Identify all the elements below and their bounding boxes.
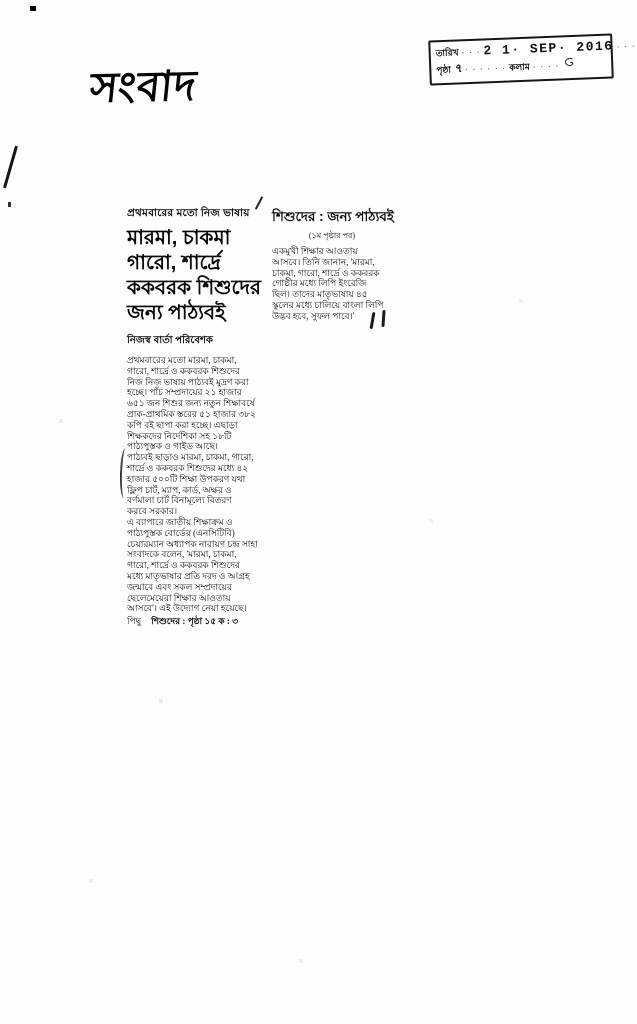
stamp-dots: · · · · · · — [464, 62, 507, 75]
headline-line: গারো, শার্দ্রে — [127, 252, 221, 274]
jump-ref: শিশুদের : পৃষ্ঠা ১৫ ক : ৩ — [151, 616, 238, 627]
stamp-page-label: পৃষ্ঠা — [436, 64, 452, 76]
date-stamp — [428, 33, 636, 85]
handwritten-slash-mark — [3, 145, 18, 188]
masthead-logo: সংবাদ — [87, 61, 200, 112]
article-body-text: প্রথমবারের মতো মারমা, চাকমা, গারো, শার্দ্রে ও ককবরক শিশুদের নিজ নিজ ভাষায় পাঠ্যবই মুদ্রণ করা হচ্ছে। পাঁচ সম্প্রদায়ের ২১ হাজার ৬৫১ জন শিশুর জন্য নতুন শিক্ষাবর্ষে প্রাক-প্রাথমিক স্তরের ৫১ হাজার ৩৮২ কপি বই ছাপা করা হচ্ছে। এছাড়া শিক্ষকদের নির্দেশিকা সহ ১৮টি পাঠ্যপুস্তক ও গাইড আছে। পাঠ্যবই ছাড়াও মারমা, চাকমা, গারো, শার্দ্রে ও ককবরক শিশুদের মধ্যে ৪২ হাজার ৫০০টি শিক্ষা উপকরণ যথা ফ্লিপ চার্ট, ম্যাপ, কার্ড, অক্ষর ও বর্ণমালা চার্ট বিনামূল্যে বিতরণ করবে সরকার। এ ব্যাপারে জাতীয় শিক্ষাক্রম ও পাঠ্যপুস্তক বোর্ডের (এনসিটিবি) চেয়ারম্যান অধ্যাপক নারায়ণ চন্দ্র সাহা সংবাদকে বলেন, 'মারমা, চাকমা, গারো, শার্দ্রে ও ককবরক শিশুদের মধ্যে মাতৃভাষার প্রতি দরদ ও আগ্রহ জন্মাবে এবং সকল সম্প্রদায়ের ছেলেমেয়েরা শিক্ষার আওতায় আসবে'। এই উদ্যোগ নেয়া হয়েছে। — [127, 355, 258, 614]
article-left-column — [127, 206, 268, 627]
handwritten-scribble-icon — [562, 57, 575, 68]
scan-noise-specks — [0, 0, 2, 2]
article-byline: নিজস্ব বার্তা পরিবেশক — [127, 335, 213, 346]
stamp-column-label: কলাম — [509, 61, 531, 73]
headline-line: মারমা, চাকমা — [127, 227, 231, 249]
article-headline — [127, 226, 268, 326]
headline-line: ককবরক শিশুদের — [127, 277, 261, 299]
jump-prefix: পিছু — [127, 616, 142, 627]
headline-line: জন্য পাঠ্যবই — [127, 302, 226, 324]
article-kicker: প্রথমবারের মতো নিজ ভাষায় — [127, 207, 250, 219]
stamp-page-number: ৭ — [452, 60, 463, 77]
handwritten-dot-mark — [8, 202, 11, 207]
stamp-dots: · · · — [461, 46, 481, 58]
continuation-column — [272, 206, 412, 322]
stamp-date-value: 2 1· SEP· 2016 — [483, 38, 614, 59]
stamp-dots: · · · · — [532, 60, 560, 72]
continuation-headline: শিশুদের : জন্য পাঠ্যবই — [272, 209, 394, 224]
scan-ink-dot — [30, 6, 36, 11]
article-jump-reference — [127, 615, 268, 627]
continuation-body-text: একমুখী শিক্ষার আওতায় আসবে। তিনি জানান, 'মারমা, চাকমা, গারো, শার্দ্রে ও ককবরক গোষ্ঠীর মধ্যে লিপি ইংরেজি ছিল। তাদের মাতৃভাষায় ৪৫ স্কুলের মধ্যে চালিয়ে বাংলা লিপি উদ্ভব হবে, সুফল পাবে।' — [272, 246, 384, 321]
continued-from-note: (১ম পৃষ্ঠার পর) — [308, 231, 356, 240]
stamp-dots: · · · — [616, 40, 636, 52]
stamp-date-label: তারিখ — [435, 47, 459, 59]
